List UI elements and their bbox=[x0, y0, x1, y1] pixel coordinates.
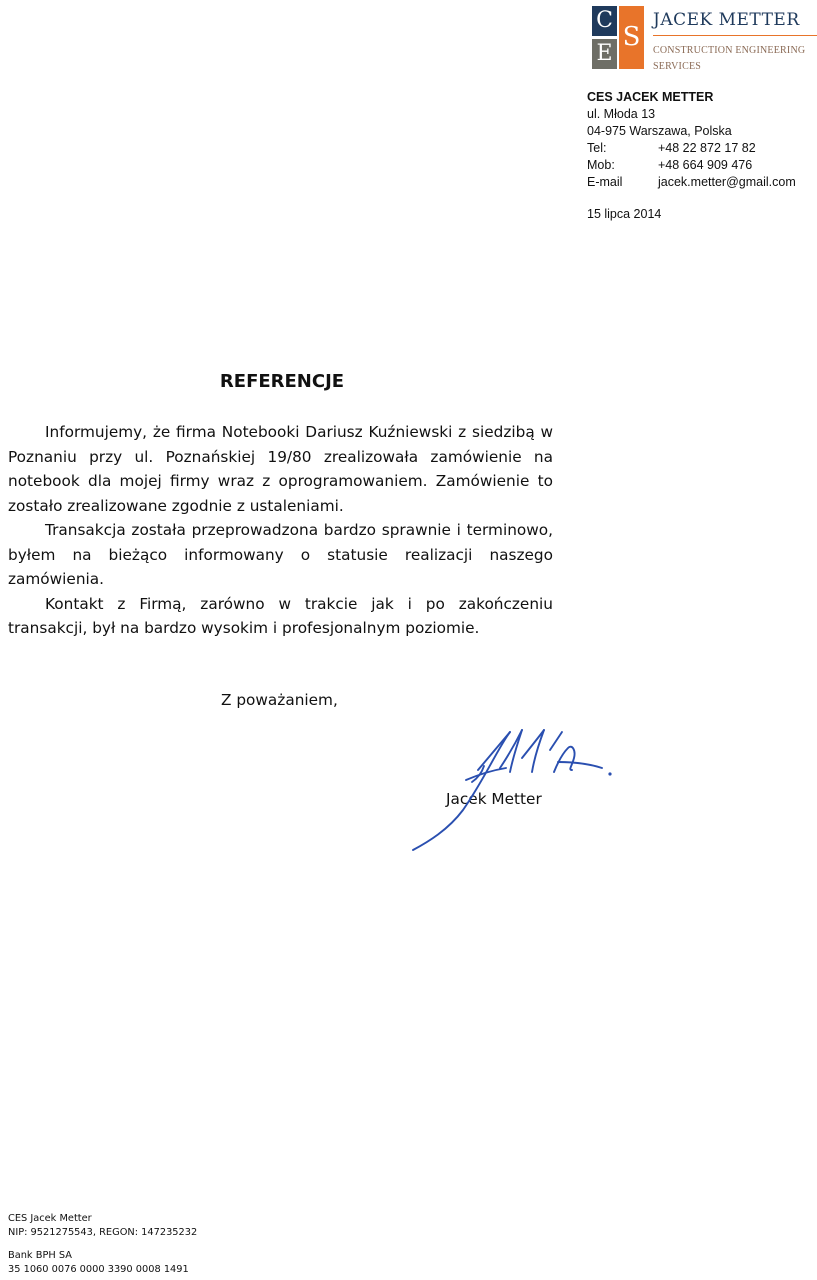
logo-tagline-line1: CONSTRUCTION ENGINEERING bbox=[653, 45, 806, 56]
sender-address-block bbox=[587, 89, 796, 191]
footer-tax-ids: NIP: 9521275543, REGON: 147235232 bbox=[8, 1227, 198, 1238]
contact-label: E-mail bbox=[587, 175, 623, 189]
footer bbox=[8, 1212, 197, 1277]
closing-salutation: Z poważaniem, bbox=[221, 691, 338, 709]
sender-street: ul. Młoda 13 bbox=[587, 107, 656, 121]
sender-city: 04-975 Warszawa, Polska bbox=[587, 124, 732, 138]
letter-title: REFERENCJE bbox=[219, 371, 345, 392]
contact-value: jacek.metter@gmail.com bbox=[658, 175, 796, 189]
logo-divider bbox=[653, 35, 817, 36]
sender-contact-mob bbox=[587, 157, 796, 174]
contact-label: Tel: bbox=[587, 141, 607, 155]
footer-account: 35 1060 0076 0000 3390 0008 1491 bbox=[8, 1264, 189, 1275]
footer-bank: Bank BPH SA bbox=[8, 1250, 72, 1261]
footer-company: CES Jacek Metter bbox=[8, 1213, 92, 1224]
letter-body bbox=[8, 420, 553, 641]
body-paragraph-3: Kontakt z Firmą, zarówno w trakcie jak i po zakończeniu transakcji, był na bardzo wysokim i profesjonalnym poziomie. bbox=[8, 594, 553, 637]
sender-contact-email bbox=[587, 174, 796, 191]
sender-contact-tel bbox=[587, 140, 796, 157]
logo-letter-s: S bbox=[619, 6, 644, 69]
signer-name: Jacek Metter bbox=[446, 790, 542, 808]
logo-letter-e: E bbox=[592, 39, 617, 69]
handwritten-signature bbox=[408, 728, 618, 854]
logo-name: JACEK METTER bbox=[653, 10, 800, 30]
contact-value: +48 22 872 17 82 bbox=[658, 141, 756, 155]
letter-date: 15 lipca 2014 bbox=[587, 207, 662, 221]
sender-company-name: CES JACEK METTER bbox=[587, 90, 714, 104]
body-paragraph-1: Informujemy, że firma Notebooki Dariusz Kuźniewski z siedzibą w Poznaniu przy ul. Poznańskiej 19/80 zrealizowała zamówienie na notebook dla mojej firmy wraz z oprogramowaniem. Zamówienie to zostało zrealizowane zgodnie z ustaleniami. bbox=[8, 423, 553, 515]
logo-letter-c: C bbox=[592, 6, 617, 36]
body-paragraph-2: Transakcja została przeprowadzona bardzo sprawnie i terminowo, byłem na bieżąco informowany o statusie realizacji naszego zamówienia. bbox=[8, 521, 553, 588]
contact-label: Mob: bbox=[587, 158, 615, 172]
contact-value: +48 664 909 476 bbox=[658, 158, 753, 172]
logo-tagline-line2: SERVICES bbox=[653, 61, 702, 72]
logo-tagline bbox=[653, 43, 817, 75]
company-logo bbox=[592, 6, 817, 72]
